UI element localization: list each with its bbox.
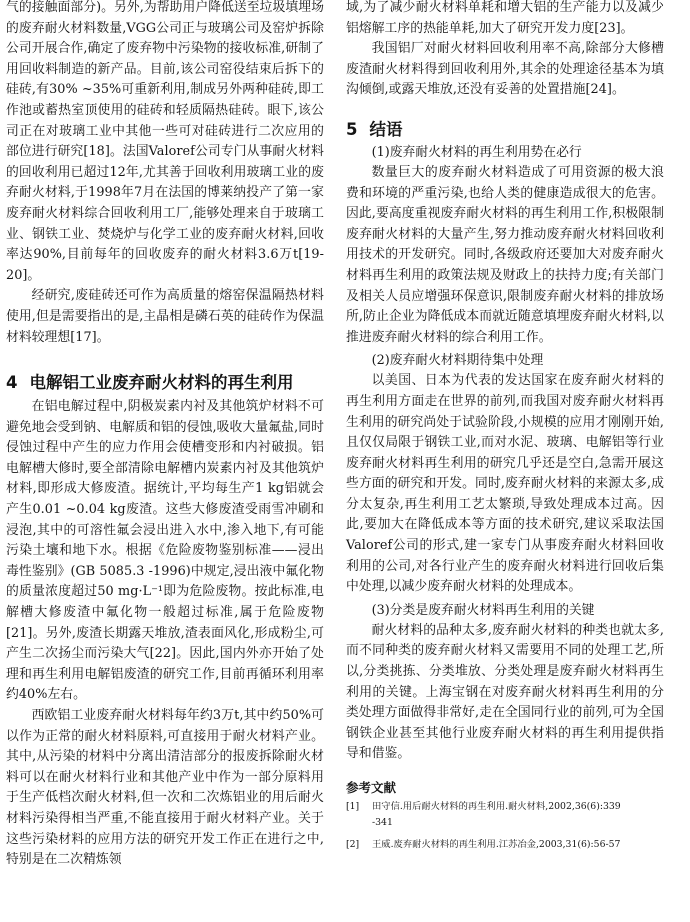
right-column <box>346 0 664 853</box>
section-heading-4 <box>6 372 324 394</box>
section-title: 电解铝工业废弃耐火材料的再生利用 <box>29 373 294 393</box>
paragraph: 在铝电解过程中,阴极炭素内衬及其他筑炉材料不可避免地会受到钠、电解质和铝的侵蚀,吸收大量氟盐,同时侵蚀过程中产生的应力作用会使槽变形和内衬破损。铝电解槽大修时,要全部清除电解槽内炭素内衬及其他筑炉材料,即形成大修废渣。据统计,平均每生产1 kg铝就会产生0.01 ~0.04 kg废渣。这些大修废渣受雨雪冲刷和浸泡,其中的可溶性氟会浸出进入水中,渗入地下,有可能污染土壤和地下水。根据《危险废物鉴别标准——浸出毒性鉴别》(GB 5085.3 -1996)中规定,浸出液中氟化物的质量浓度超过50 mg·L⁻¹即为危险废物。按此标准,电解槽大修废渣中氟化物一般超过标准,属于危险废物[21]。另外,废渣长期露天堆放,渣表面风化,形成粉尘,可产生二次扬尘而污染大气[22]。因此,国内外亦开始了处理和再生利用电解铝废渣的研究工作,目前再循环利用率约40%左右。 <box>6 399 324 703</box>
paragraph: 我国铝厂对耐火材料回收利用率不高,除部分大修槽废渣耐火材料得到回收利用外,其余的处理途径基本为填沟倾倒,或露天堆放,还没有妥善的处置措施[24]。 <box>346 41 664 98</box>
subsection-heading: (1)废弃耐火材料的再生利用势在必行 <box>371 144 582 160</box>
reference-number: [2] <box>346 839 360 850</box>
references-heading: 参考文献 <box>346 780 397 795</box>
section-number: 4 <box>6 373 18 393</box>
subsection-heading: (3)分类是废弃耐火材料再生利用的关键 <box>371 602 595 618</box>
reference-text-continued: -341 <box>372 817 393 828</box>
paragraph: 西欧铝工业废弃耐火材料每年约3万t,其中约50%可以作为正常的耐火材料原料,可直接用于耐火材料产业。其中,从污染的材料中分离出清洁部分的报废拆除耐火材料可以在耐火材料行业和其他产业中作为一部分原料用于生产低档次耐火材料,但一次和二次炼铝业的用后耐火材料污染得相当严重,不能直接用于耐火材料产业。关于这些污染材料的应用方法的研究开发工作正在进行之中,特别是在二次精炼领 <box>6 708 324 868</box>
paragraph: 域,为了减少耐火材料单耗和增大铝的生产能力以及减少铝熔解工序的热能单耗,加大了研究开发力度[23]。 <box>346 0 664 36</box>
paragraph: 气的接触面部分)。另外,为帮助用户降低送至垃圾填埋场的废弃耐火材料数量,VGG公司正与玻璃公司及窑炉拆除公司开展合作,确定了废弃物中污染物的接收标准,研制了用回收料制造的新产品。目前,该公司窑役结束后拆下的硅砖,有30% ~35%可重新利用,制成另外两种硅砖,即工作池或蓄热室顶使用的硅砖和轻质隔热硅砖。眼下,该公司正在对玻璃工业中其他一些可对硅砖进行二次应用的部位进行研究[18]。法国Valoref公司专门从事耐火材料的回收利用已超过12年,尤其善于回收利用玻璃工业的废弃耐火材料,于1998年7月在法国的博莱纳投产了第一家废弃耐火材料综合回收利用工厂,能够处理来自于玻璃工业、钢铁工业、焚烧炉与化学工业的废弃耐火材料,回收率达90%,目前每年的回收废弃的耐火材料3.6万t[19-20]。 <box>6 0 324 283</box>
paragraph: 经研究,废硅砖还可作为高质量的熔窑保温隔热材料使用,但是需要指出的是,主晶相是磷石英的硅砖作为保温材料较理想[17]。 <box>6 288 324 345</box>
subsection-heading: (2)废弃耐火材料期待集中处理 <box>371 353 544 369</box>
section-heading-5 <box>346 119 664 141</box>
section-number: 5 <box>346 119 358 139</box>
reference-number: [1] <box>346 801 360 812</box>
reference-item <box>346 837 664 853</box>
left-column <box>6 0 324 871</box>
reference-text: 田守信.用后耐火材料的再生利用.耐火材料,2002,36(6):339 <box>372 801 621 812</box>
paragraph: 耐火材料的品种太多,废弃耐火材料的种类也就太多,而不同种类的废弃耐火材料又需要用不同的处理工艺,所以,分类挑拣、分类堆放、分类处理是废弃耐火材料再生利用的关键。上海宝钢在对废弃耐火材料再生利用的分类处理方面做得非常好,走在全国同行业的前列,可为全国钢铁企业甚至其他行业废弃耐火材料的再生利用提供指导和借鉴。 <box>346 622 664 762</box>
reference-text: 王威.废弃耐火材料的再生利用.江苏冶金,2003,31(6):56-57 <box>372 839 621 850</box>
paragraph: 数量巨大的废弃耐火材料造成了可用资源的极大浪费和环境的严重污染,也给人类的健康造成很大的危害。因此,要高度重视废弃耐火材料的再生利用工作,积极限制废弃耐火材料的大量产生,努力推动废弃耐火材料回收利用技术的开发研究。同时,各级政府还要加大对废弃耐火材料再生利用的政策法规及财政上的扶持力度;有关部门及相关人员应增强环保意识,限制废弃耐火材料的排放场所,防止企业为降低成本而就近随意填埋废弃耐火材料,以推进废弃耐火材料的综合利用工作。 <box>346 164 664 345</box>
reference-item <box>346 799 664 831</box>
paragraph: 以美国、日本为代表的发达国家在废弃耐火材料的再生利用方面走在世界的前列,而我国对废弃耐火材料再生利用的研究尚处于试验阶段,小规模的应用才刚刚开始,且仅仅局限于钢铁工业,而对水泥、玻璃、电解铝等行业废弃耐火材料再生利用的研究几乎还是空白,急需开展这些方面的研究和开发。同时,废弃耐火材料的来源太多,成分太复杂,再生利用工艺太繁琐,导致处理成本过高。因此,要加大在降低成本等方面的技术研究,建议采取法国Valoref公司的形式,建一家专门从事废弃耐火材料回收利用的公司,对各行业产生的废弃耐火材料进行回收后集中处理,以减少废弃耐火材料的处理成本。 <box>346 373 664 595</box>
section-title: 结语 <box>369 119 403 139</box>
